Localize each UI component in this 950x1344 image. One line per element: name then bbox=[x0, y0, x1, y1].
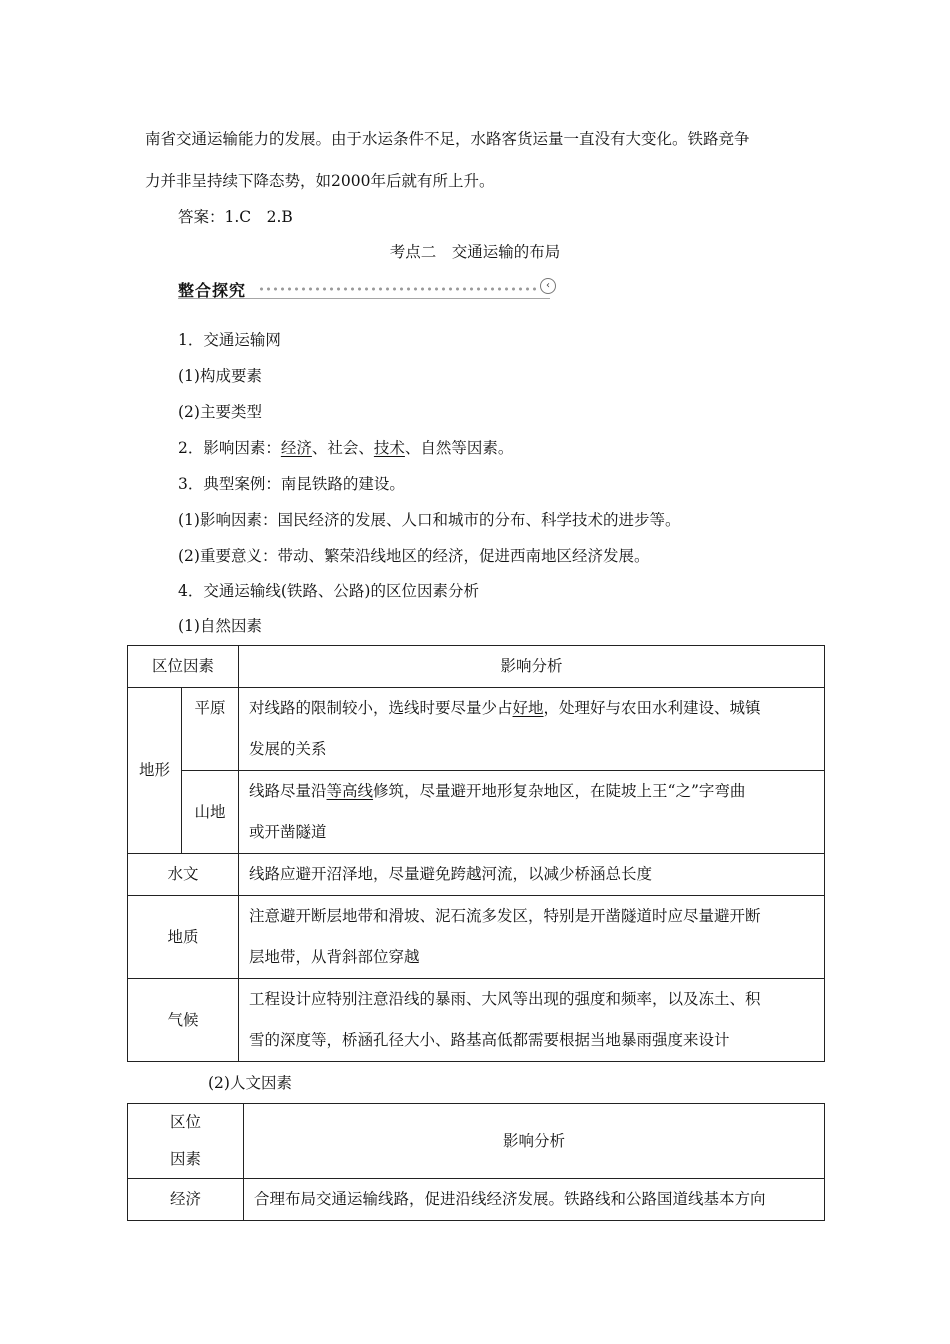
economy-analysis: 合理布局交通运输线路，促进沿线经济发展。铁路线和公路国道线基本方向 bbox=[244, 1179, 825, 1221]
mountain-analysis-line-2: 或开凿隧道 bbox=[249, 823, 327, 841]
underlined-contour-line: 等高线 bbox=[326, 782, 374, 800]
section-title: 考点二 交通运输的布局 bbox=[389, 243, 561, 261]
intro-line-1: 南省交通运输能力的发展。由于水运条件不足，水路客货运量一直没有大变化。铁路竞争 bbox=[145, 130, 750, 148]
human-factors-table bbox=[127, 1103, 825, 1221]
mountain-analysis bbox=[239, 771, 825, 854]
outline-item-1: 1．交通运输网 bbox=[178, 331, 281, 349]
outline-item-2 bbox=[178, 436, 513, 458]
plain-label: 平原 bbox=[194, 699, 226, 717]
header-factor-2 bbox=[128, 1104, 244, 1179]
mountain-analysis-line-1 bbox=[249, 771, 814, 812]
header-factor: 区位因素 bbox=[128, 646, 239, 688]
climate-cell: 气候 bbox=[128, 979, 239, 1062]
terrain-cell: 地形 bbox=[128, 688, 182, 854]
header-factor-2-line-2: 因素 bbox=[169, 1150, 201, 1168]
banner-title: 整合探究 bbox=[178, 281, 247, 300]
mountain-text-b: 修筑，尽量避开地形复杂地区，在陡坡上王“之”字弯曲 bbox=[373, 782, 746, 800]
plain-analysis-line-1 bbox=[249, 688, 814, 729]
underlined-good-land: 好地 bbox=[512, 699, 544, 717]
mountain-text-a: 线路尽量沿 bbox=[249, 782, 327, 800]
plain-analysis-line-2: 发展的关系 bbox=[249, 740, 327, 758]
geology-analysis-line-1: 注意避开断层地带和滑坡、泥石流多发区，特别是开凿隧道时应尽量避开断 bbox=[249, 907, 761, 925]
human-factors-title: (2)人文因素 bbox=[208, 1074, 292, 1092]
climate-analysis bbox=[239, 979, 825, 1062]
outline-item-3: 3．典型案例：南昆铁路的建设。 bbox=[178, 475, 405, 493]
mountain-cell: 山地 bbox=[182, 771, 239, 854]
geology-analysis bbox=[239, 896, 825, 979]
plain-analysis bbox=[239, 688, 825, 771]
underlined-technology: 技术 bbox=[373, 439, 405, 457]
economy-cell: 经济 bbox=[128, 1179, 244, 1221]
intro-line-2: 力并非呈持续下降态势，如2000年后就有所上升。 bbox=[145, 172, 495, 190]
header-factor-2-line-1: 区位 bbox=[169, 1113, 201, 1131]
geology-analysis-line-2: 层地带，从背斜部位穿越 bbox=[249, 948, 420, 966]
outline-item-1b: (2)主要类型 bbox=[178, 403, 262, 421]
outline-item-2-mid: 、社会、 bbox=[311, 439, 374, 457]
climate-analysis-line-1: 工程设计应特别注意沿线的暴雨、大风等出现的强度和频率，以及冻土、积 bbox=[249, 990, 761, 1008]
underlined-economy: 经济 bbox=[280, 439, 312, 457]
outline-item-2-prefix: 2．影响因素： bbox=[178, 439, 281, 457]
geology-cell: 地质 bbox=[128, 896, 239, 979]
answer-line: 答案：1.C 2.B bbox=[178, 208, 293, 226]
header-analysis-2: 影响分析 bbox=[244, 1104, 825, 1179]
plain-text-b: ，处理好与农田水利建设、城镇 bbox=[543, 699, 761, 717]
plain-cell bbox=[182, 688, 239, 771]
natural-factors-table bbox=[127, 645, 825, 1062]
plain-text-a: 对线路的限制较小，选线时要尽量少占 bbox=[249, 699, 513, 717]
banner-dots bbox=[258, 287, 536, 291]
banner-underline bbox=[178, 298, 550, 299]
hydrology-analysis: 线路应避开沼泽地，尽量避免跨越河流，以减少桥涵总长度 bbox=[239, 854, 825, 896]
outline-item-4a: (1)自然因素 bbox=[178, 617, 262, 635]
hydrology-cell: 水文 bbox=[128, 854, 239, 896]
outline-item-3b: (2)重要意义：带动、繁荣沿线地区的经济，促进西南地区经济发展。 bbox=[178, 547, 650, 565]
outline-item-3a: (1)影响因素：国民经济的发展、人口和城市的分布、科学技术的进步等。 bbox=[178, 511, 681, 529]
climate-analysis-line-2: 雪的深度等，桥涵孔径大小、路基高低都需要根据当地暴雨强度来设计 bbox=[249, 1031, 730, 1049]
chevron-left-icon: ‹ bbox=[540, 278, 556, 294]
header-analysis: 影响分析 bbox=[239, 646, 825, 688]
section-banner bbox=[178, 278, 558, 298]
outline-item-1a: (1)构成要素 bbox=[178, 367, 262, 385]
outline-item-4: 4．交通运输线(铁路、公路)的区位因素分析 bbox=[178, 582, 479, 600]
outline-item-2-suffix: 、自然等因素。 bbox=[404, 439, 514, 457]
